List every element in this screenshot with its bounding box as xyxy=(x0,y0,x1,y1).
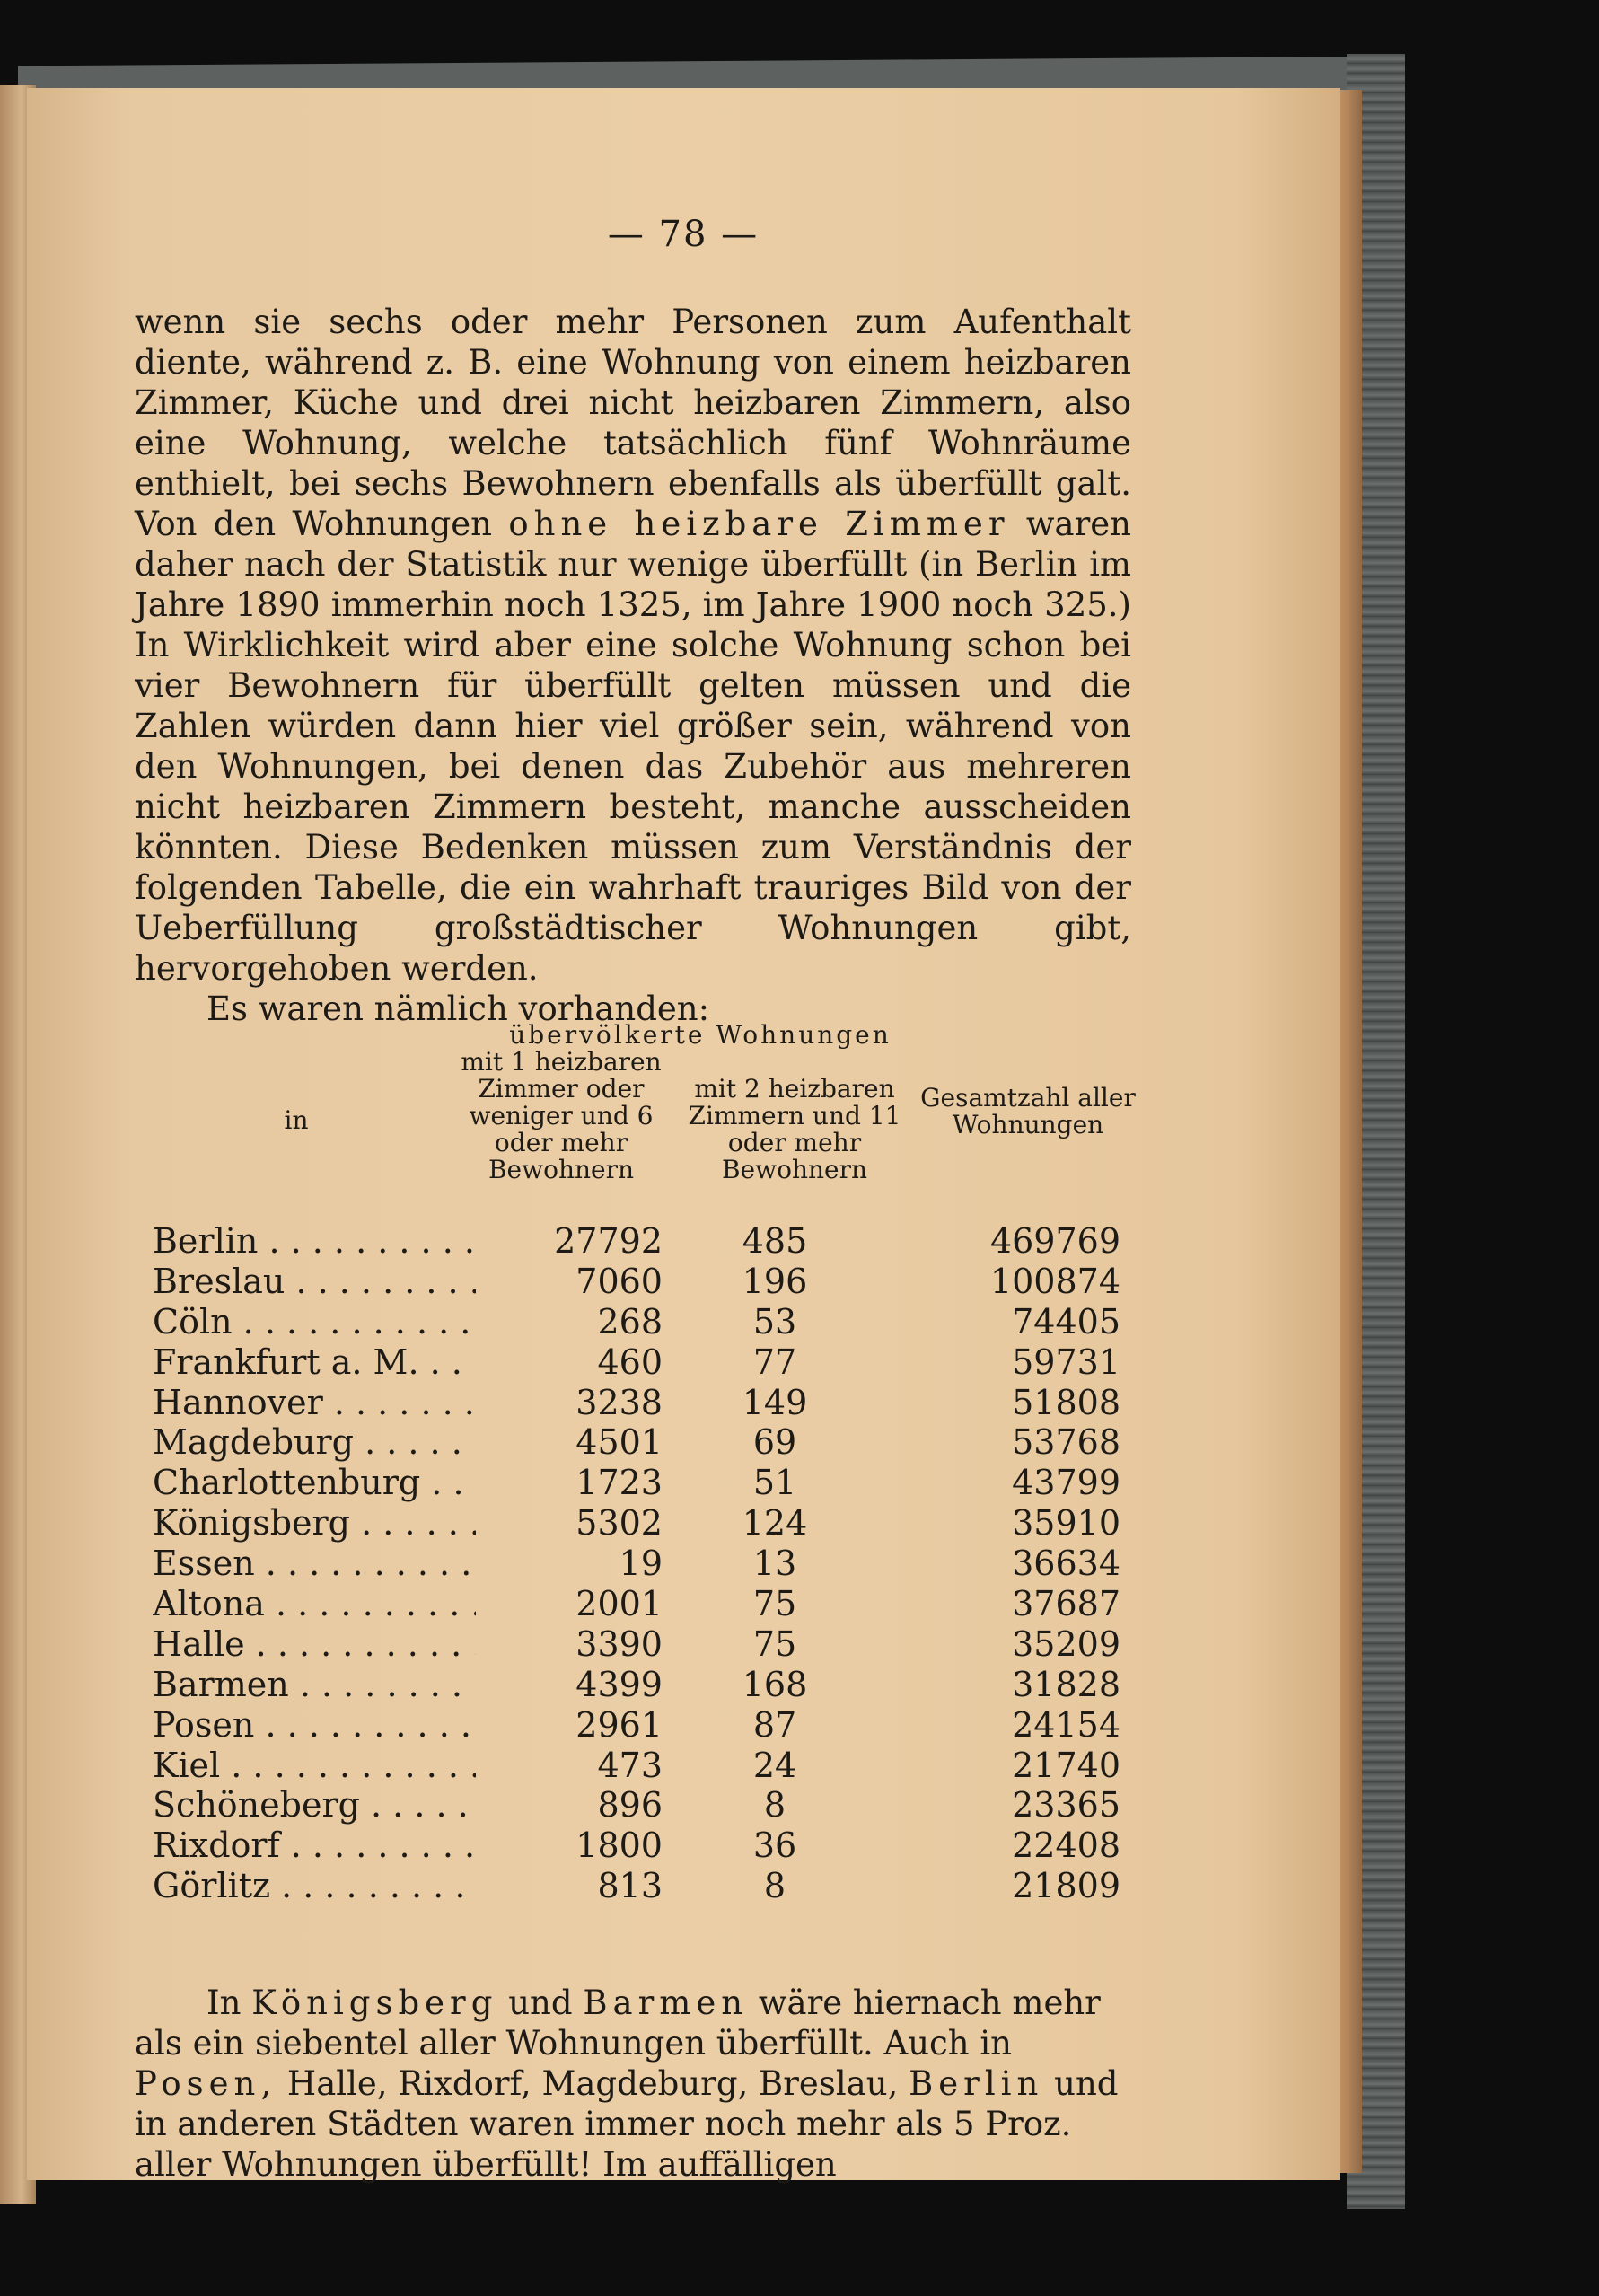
value-col-2: 87 xyxy=(752,1704,797,1745)
table-row xyxy=(142,1624,1129,1665)
city-name: Halle . . . xyxy=(153,1624,476,1664)
table-row xyxy=(142,1746,1129,1786)
city-name: Altona . . . xyxy=(153,1584,476,1623)
value-col-1: 2961 xyxy=(575,1704,663,1745)
value-col-2: 485 xyxy=(742,1221,808,1261)
header-col-gesamtzahl: Gesamtzahl aller Wohnungen xyxy=(920,1083,1136,1139)
paragraph1-rest: waren daher nach der Statistik nur wenige überfüllt (in Berlin im Jahre 1890 immerhin noch 1325, im Jahre 1900 noch 325.) In Wirklichkeit wird aber eine solche Wohnung schon bei vier Bewohnern für überfüllt gelten müssen und die Zahlen würden dann hier viel größer sein, während von den Wohnungen, bei denen das Zubehör aus mehreren nicht heizbaren Zimmern besteht, manche ausscheiden könnten. Diese Bedenken müssen zum Verständnis der folgenden Tabelle, die ein wahrhaft trauriges Bild von der Ueberfüllung großstädtischer Wohnungen gibt, hervorgehoben werden. xyxy=(135,505,1132,988)
value-col-total: 53768 xyxy=(1012,1422,1120,1463)
value-col-1: 460 xyxy=(597,1342,663,1382)
table-row xyxy=(142,1705,1129,1746)
value-col-2: 24 xyxy=(752,1745,797,1785)
value-col-2: 149 xyxy=(742,1382,808,1422)
header-group-uebervoelkerte: übervölkerte Wohnungen xyxy=(509,1020,892,1050)
value-col-1: 7060 xyxy=(575,1261,663,1301)
value-col-1: 19 xyxy=(619,1544,663,1584)
city-name: Magdeburg . . . xyxy=(153,1422,476,1462)
city-name: Frankfurt a. M. . . . xyxy=(153,1342,476,1382)
value-col-1: 3238 xyxy=(575,1382,663,1422)
closing-in: In xyxy=(206,1984,242,2022)
city-name: Posen . . . xyxy=(153,1705,476,1745)
table-row xyxy=(142,1665,1129,1705)
city-name: Breslau . . . xyxy=(153,1262,476,1301)
value-col-total: 24154 xyxy=(1012,1704,1120,1745)
table-row xyxy=(142,1383,1129,1423)
table-row xyxy=(142,1584,1129,1624)
value-col-total: 21809 xyxy=(1012,1866,1120,1906)
value-col-2: 51 xyxy=(752,1463,797,1503)
closing-text xyxy=(135,1983,1131,2185)
table-row xyxy=(142,1302,1129,1342)
intro-line: Es waren nämlich vorhanden: xyxy=(206,990,710,1028)
paragraph-text xyxy=(135,302,1131,989)
paragraph-wohnungen xyxy=(135,302,1131,1029)
value-col-2: 77 xyxy=(752,1342,797,1382)
table-body xyxy=(142,1221,1129,1906)
table-row xyxy=(142,1825,1129,1866)
value-col-2: 8 xyxy=(763,1866,786,1906)
table-row xyxy=(142,1785,1129,1825)
city-name: Berlin . . . xyxy=(153,1221,476,1261)
table-row xyxy=(142,1221,1129,1262)
value-col-2: 69 xyxy=(752,1422,797,1463)
value-col-total: 59731 xyxy=(1012,1342,1120,1382)
city-name: Charlottenburg . . . xyxy=(153,1463,476,1502)
city-name: Görlitz . . . xyxy=(153,1866,476,1905)
value-col-1: 5302 xyxy=(575,1503,663,1544)
value-col-1: 896 xyxy=(597,1785,663,1825)
header-col-1-heizbares-zimmer: mit 1 heizbaren Zimmer oder weniger und 6 oder mehr Bewohnern xyxy=(461,1047,662,1184)
value-col-1: 813 xyxy=(597,1866,663,1906)
emphasis-berlin: Berlin xyxy=(909,2064,1044,2103)
table-row xyxy=(142,1866,1129,1906)
value-col-1: 3390 xyxy=(575,1623,663,1664)
value-col-2: 8 xyxy=(763,1785,786,1825)
city-name: Essen . . . xyxy=(153,1544,476,1583)
value-col-total: 100874 xyxy=(989,1261,1120,1301)
value-col-1: 473 xyxy=(597,1745,663,1785)
city-name: Rixdorf . . . xyxy=(153,1825,476,1865)
table-row xyxy=(142,1262,1129,1302)
emphasis-posen: Posen, xyxy=(135,2064,277,2103)
value-col-total: 31828 xyxy=(1012,1664,1120,1704)
value-col-1: 1723 xyxy=(575,1463,663,1503)
value-col-1: 268 xyxy=(597,1301,663,1342)
value-col-total: 35209 xyxy=(1012,1623,1120,1664)
value-col-total: 36634 xyxy=(1012,1544,1120,1584)
page-number: — 78 — xyxy=(607,214,760,255)
value-col-total: 22408 xyxy=(1012,1825,1120,1866)
value-col-2: 53 xyxy=(752,1301,797,1342)
value-col-2: 168 xyxy=(742,1664,808,1704)
table-header xyxy=(126,1022,1158,1218)
value-col-2: 196 xyxy=(742,1261,808,1301)
city-name: Cöln . . . xyxy=(153,1302,476,1342)
value-col-1: 1800 xyxy=(575,1825,663,1866)
city-name: Schöneberg . . . xyxy=(153,1785,476,1825)
book-page xyxy=(27,88,1340,2184)
city-name: Barmen . . . xyxy=(153,1665,476,1704)
value-col-total: 43799 xyxy=(1012,1463,1120,1503)
value-col-total: 51808 xyxy=(1012,1382,1120,1422)
closing-text-3: und in anderen Städten waren immer noch mehr als 5 Proz. aller Wohnungen überfüllt! Im auffälligen xyxy=(135,2064,1119,2184)
value-col-total: 469769 xyxy=(989,1221,1120,1261)
value-col-total: 37687 xyxy=(1012,1584,1120,1624)
value-col-2: 36 xyxy=(752,1825,797,1866)
header-in: in xyxy=(284,1105,309,1135)
closing-text-1: wäre hiernach mehr als ein siebentel aller Wohnungen überfüllt. Auch in xyxy=(135,1984,1101,2063)
closing-paragraph xyxy=(135,1983,1131,2185)
city-name: Königsberg . . . xyxy=(153,1503,476,1543)
city-name: Hannover . . . xyxy=(153,1383,476,1422)
table-row xyxy=(142,1544,1129,1584)
closing-text-2: Halle, Rixdorf, Magdeburg, Breslau, xyxy=(286,2064,899,2103)
value-col-total: 74405 xyxy=(1012,1301,1120,1342)
value-col-2: 124 xyxy=(742,1503,808,1544)
value-col-2: 75 xyxy=(752,1623,797,1664)
header-col-2-heizbare-zimmer: mit 2 heizbaren Zimmern und 11 oder mehr Bewohnern xyxy=(688,1074,901,1184)
value-col-1: 4501 xyxy=(575,1422,663,1463)
value-col-total: 23365 xyxy=(1012,1785,1120,1825)
emphasis-barmen: Barmen xyxy=(583,1984,749,2022)
value-col-1: 4399 xyxy=(575,1664,663,1704)
table-row xyxy=(142,1503,1129,1544)
city-name: Kiel . . . xyxy=(153,1746,476,1785)
value-col-total: 21740 xyxy=(1012,1745,1120,1785)
paragraph1-start: wenn sie sechs oder mehr Personen zum Aufenthalt diente, während z. B. eine Wohnung von einem heizbaren Zimmer, Küche und drei nicht heizbaren Zimmern, also eine Wohnung, welche tatsächlich fünf Wohnräume enthielt, bei sechs Bewohnern ebenfalls als überfüllt galt. Von den Wohnungen xyxy=(135,303,1131,543)
emphasis-ohne-heizbare-zimmer: ohne heizbare Zimmer xyxy=(508,505,1010,543)
table-row xyxy=(142,1342,1129,1383)
value-col-1: 2001 xyxy=(575,1584,663,1624)
table-row xyxy=(142,1422,1129,1463)
value-col-1: 27792 xyxy=(554,1221,663,1261)
value-col-total: 35910 xyxy=(1012,1503,1120,1544)
closing-und: und xyxy=(508,1984,573,2022)
table-row xyxy=(142,1463,1129,1503)
emphasis-koenigsberg: Königsberg xyxy=(251,1984,498,2022)
value-col-2: 13 xyxy=(752,1544,797,1584)
value-col-2: 75 xyxy=(752,1584,797,1624)
